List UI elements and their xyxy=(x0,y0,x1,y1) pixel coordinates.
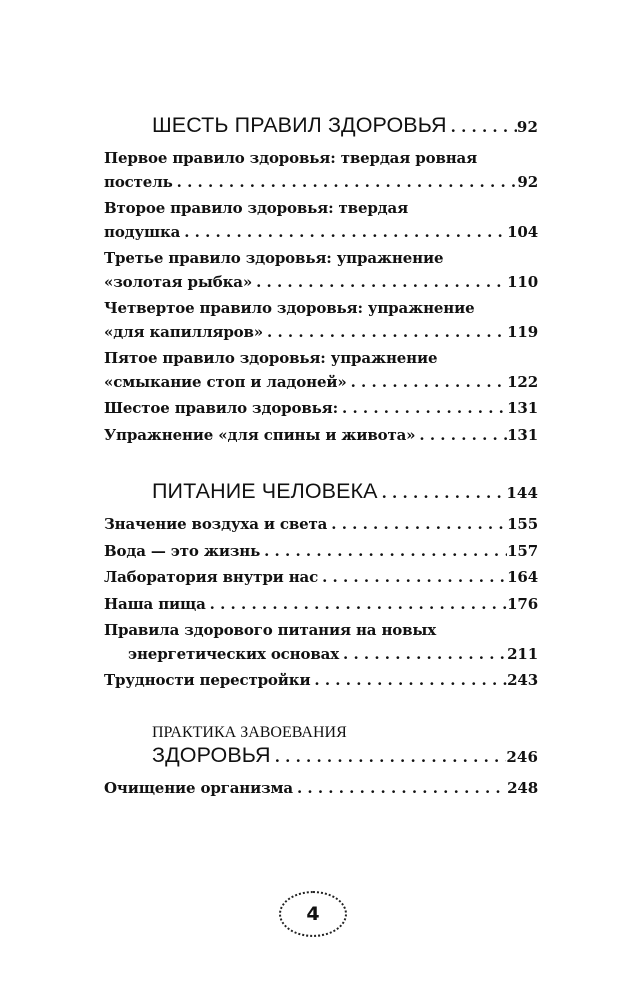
entry-page-number: 92 xyxy=(517,172,538,191)
leader-dots xyxy=(327,513,507,537)
entry-text: Первое правило здоровья: твердая ровная xyxy=(104,149,478,167)
leader-dots xyxy=(173,171,518,195)
toc-entry[interactable] xyxy=(104,424,538,448)
section-entries xyxy=(104,147,538,447)
section-heading xyxy=(104,478,538,506)
entry-text: Вода — это жизнь xyxy=(104,541,261,560)
entry-page-number: 131 xyxy=(507,425,538,444)
section-heading xyxy=(104,112,538,140)
entry-page-number: 211 xyxy=(507,644,538,663)
entry-text: постель xyxy=(104,172,173,191)
section-title-text: ПРАКТИКА ЗАВОЕВАНИЯ xyxy=(152,724,347,741)
section-page-number: 92 xyxy=(516,118,538,136)
section-title-line xyxy=(152,742,538,770)
entry-page-number: 119 xyxy=(507,322,538,341)
toc-entry[interactable] xyxy=(104,147,538,194)
entry-page-number: 122 xyxy=(507,372,538,391)
leader-dots xyxy=(378,480,507,506)
toc-section-nutrition xyxy=(104,478,538,693)
entry-page-number: 248 xyxy=(507,779,538,797)
section-title-line xyxy=(152,112,538,140)
leader-dots xyxy=(447,114,517,140)
page-number: 4 xyxy=(306,903,320,925)
toc-entry[interactable] xyxy=(104,777,538,801)
toc-section-health-practice xyxy=(104,724,538,801)
entry-text: Лаборатория внутри нас xyxy=(104,568,319,586)
toc-entry[interactable] xyxy=(104,397,538,421)
toc-entry[interactable] xyxy=(104,540,538,564)
leader-dots xyxy=(310,669,507,693)
entry-text: «смыкание стоп и ладоней» xyxy=(104,372,347,391)
toc-entry[interactable] xyxy=(104,197,538,244)
leader-dots xyxy=(260,540,507,564)
leader-dots xyxy=(318,566,507,590)
entry-text: Пятое правило здоровья: упражнение xyxy=(104,349,438,367)
leader-dots xyxy=(347,371,508,395)
leader-dots xyxy=(339,643,507,667)
entry-text: Трудности перестройки xyxy=(104,671,311,689)
section-heading xyxy=(104,724,538,770)
section-entries xyxy=(104,777,538,801)
leader-dots xyxy=(271,744,507,770)
leader-dots xyxy=(293,777,507,801)
entry-page-number: 243 xyxy=(507,671,538,689)
section-title-line xyxy=(152,478,538,506)
entry-text: Четвертое правило здоровья: упражнение xyxy=(104,299,475,317)
entry-text: Правила здорового питания на новых xyxy=(104,621,437,639)
entry-page-number: 155 xyxy=(507,515,538,533)
toc-entry[interactable] xyxy=(104,593,538,617)
toc-entry[interactable] xyxy=(104,566,538,590)
section-title-text: ПИТАНИЕ ЧЕЛОВЕКА xyxy=(152,479,378,503)
leader-dots xyxy=(180,221,507,245)
toc-entry[interactable] xyxy=(104,669,538,693)
toc-entry[interactable] xyxy=(104,247,538,294)
entry-text: Шестое правило здоровья: xyxy=(104,399,338,417)
entry-page-number: 104 xyxy=(507,222,538,241)
section-title-text: ШЕСТЬ ПРАВИЛ ЗДОРОВЬЯ xyxy=(152,113,447,137)
toc-entry[interactable] xyxy=(104,513,538,537)
entry-text: энергетических основах xyxy=(128,644,339,663)
entry-text: Значение воздуха и света xyxy=(104,515,328,533)
entry-page-number: 110 xyxy=(507,272,538,291)
entry-page-number: 131 xyxy=(507,399,538,417)
entry-page-number: 176 xyxy=(507,594,538,613)
section-page-number: 144 xyxy=(506,484,538,502)
section-page-number: 246 xyxy=(506,748,538,766)
entry-text: «золотая рыбка» xyxy=(104,272,253,291)
page-number-badge xyxy=(279,891,347,937)
toc-section-healthy-rules xyxy=(104,112,538,447)
section-title-text: ЗДОРОВЬЯ xyxy=(152,743,271,767)
entry-text: Третье правило здоровья: упражнение xyxy=(104,249,444,267)
entry-text: подушка xyxy=(104,222,181,241)
toc-entry[interactable] xyxy=(104,347,538,394)
entry-text: Упражнение «для спины и живота» xyxy=(104,425,416,444)
leader-dots xyxy=(252,271,507,295)
section-entries xyxy=(104,513,538,693)
leader-dots xyxy=(263,321,507,345)
toc-entry[interactable] xyxy=(104,297,538,344)
entry-text: Второе правило здоровья: твердая xyxy=(104,199,409,217)
leader-dots xyxy=(415,424,507,448)
leader-dots xyxy=(206,593,507,617)
entry-page-number: 157 xyxy=(507,541,538,560)
entry-text: «для капилляров» xyxy=(104,322,264,341)
leader-dots xyxy=(338,397,507,421)
toc-entry[interactable] xyxy=(104,619,538,666)
entry-page-number: 164 xyxy=(507,568,538,586)
entry-text: Очищение организма xyxy=(104,779,293,797)
entry-text: Наша пища xyxy=(104,594,206,613)
